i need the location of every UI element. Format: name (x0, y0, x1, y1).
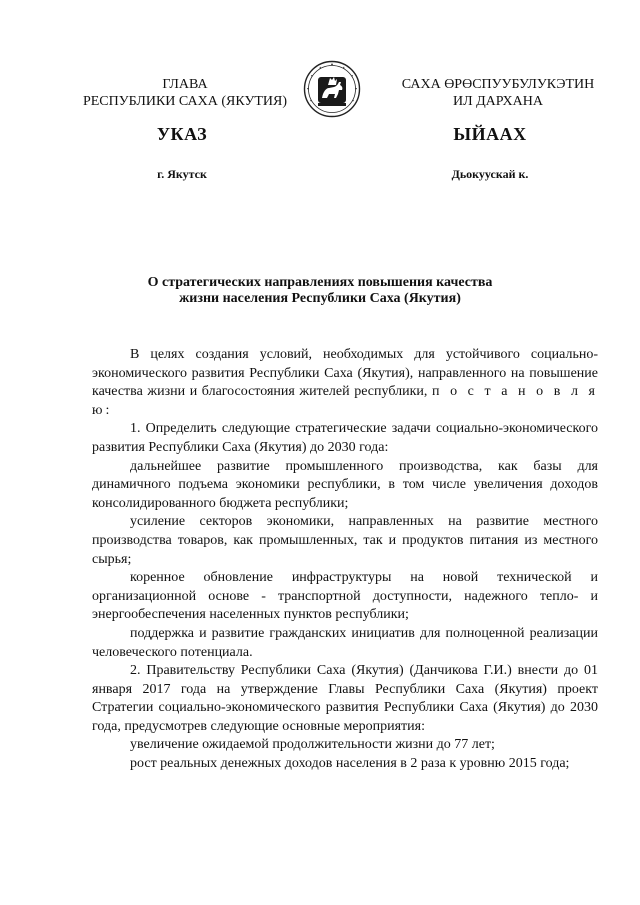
document-type-ru: УКАЗ (156, 124, 208, 144)
header-right-line1: САХА ӨРӨСПУУБУЛУКЭТИН (401, 77, 595, 92)
document-type-sakha: ЫЙААХ (453, 124, 527, 144)
paragraph-preamble (92, 346, 598, 420)
header-left-block (70, 76, 300, 110)
city-ru: г. Якутск (157, 167, 207, 181)
coat-of-arms-icon (303, 60, 361, 118)
decree-title (90, 275, 550, 307)
paragraph-measure-income: рост реальных денежных доходов населения в 2 раза к уровню 2015 года; (130, 756, 570, 772)
paragraph-measure-life-expectancy: увеличение ожидаемой продолжительности жизни до 77 лет; (130, 737, 495, 753)
city-sakha: Дьокуускай к. (451, 167, 529, 181)
header-right-block (388, 76, 608, 110)
preamble-text: В целях создания условий, необходимых для устойчивого социально-экономического развития Республики Саха (Якутия), направленного на повышение качества жизни и благосостояния жителей республики, (92, 347, 598, 400)
paragraph-2: 2. Правительству Республики Саха (Якутия) (Данчикова Г.И.) внести до 01 января 2017 года на утверждение Главы Республики Саха (Якутия) проект Стратегии социально-экономического развития Республики Саха (Якутия) до 2030 года, предусмотрев следующие основные мероприятия: (92, 663, 598, 734)
decree-body (92, 346, 598, 774)
decree-formula: п о с т а н о в л я ю: (92, 384, 598, 418)
paragraph-task-local-production: усиление секторов экономики, направленных на развитие местного производства товаров, как промышленных, так и продуктов питания из местного сырья; (92, 514, 598, 567)
header-right-line2: ИЛ ДАРХАНА (452, 94, 543, 109)
paragraph-1: 1. Определить следующие стратегические задачи социально-экономического развития Республики Саха (Якутия) до 2030 года: (92, 421, 598, 455)
paragraph-task-industry: дальнейшее развитие промышленного производства, как базы для динамичного подъема экономики республики, в том числе увеличения доходов консолидированного бюджета республики; (92, 458, 598, 511)
header-left-line2: РЕСПУБЛИКИ САХА (ЯКУТИЯ) (82, 94, 288, 109)
paragraph-task-infrastructure: коренное обновление инфраструктуры на новой технической и организационной основе - транспортной доступности, надежного тепло- и энергообеспечения населенных пунктов республики; (92, 570, 598, 623)
decree-title-line1: О стратегических направлениях повышения качества (147, 275, 493, 290)
decree-title-line2: жизни населения Республики Саха (Якутия) (179, 291, 461, 306)
header-left-line1: ГЛАВА (162, 77, 208, 92)
paragraph-task-civil-initiatives: поддержка и развитие гражданских инициатив для полноценной реализации человеческого потенциала. (92, 625, 598, 660)
